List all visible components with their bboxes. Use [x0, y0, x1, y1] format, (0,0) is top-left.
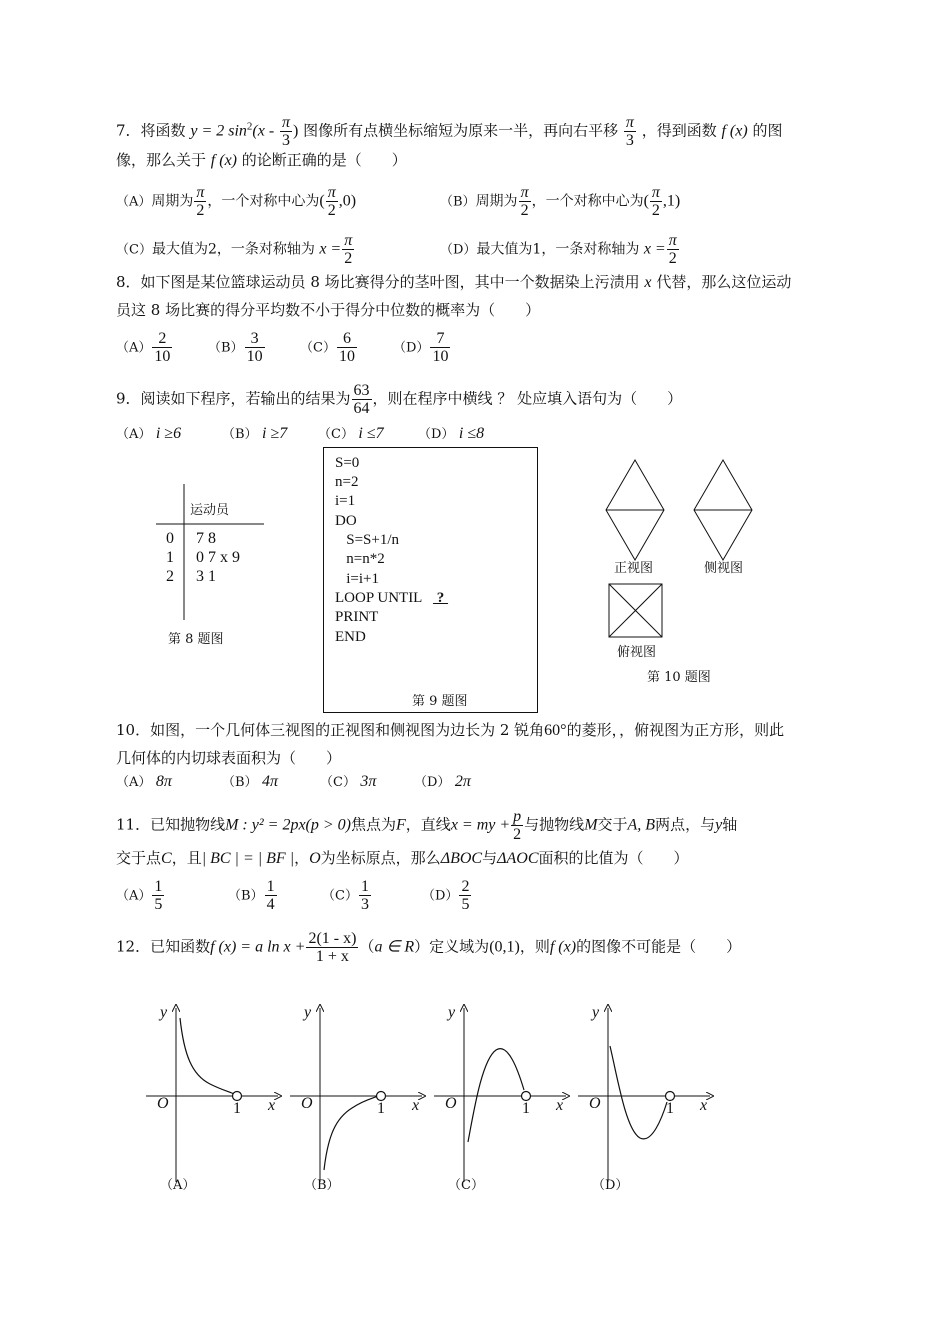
program-line-9: PRINT	[335, 609, 379, 625]
program-line-5: S=S+1/n	[335, 532, 400, 548]
program-line-8: LOOP UNTIL ?	[335, 590, 449, 606]
q9-option-a: （A） i ≥6	[116, 425, 182, 442]
program-blank: ?	[433, 590, 449, 606]
q7-option-c: （C）最大值为2，一条对称轴为 x = $\frac{\pi}{2}$	[116, 232, 353, 267]
program-line-7: i=i+1	[335, 571, 380, 587]
q8-option-a: （A） $\frac{2}{10}$	[116, 330, 171, 365]
q7-option-d: （D）最大值为1，一条对称轴为 x = $\frac{\pi}{2}$	[440, 232, 677, 267]
graph-d-one: 1	[666, 1100, 674, 1117]
q7-option-b: （B）周期为 $\frac{\pi}{2}$ ，一个对称中心为( $\frac{\pi}{2}$ ,1)	[440, 184, 681, 219]
graph-c-y-label: y	[448, 1004, 456, 1021]
figure-10-caption: 第 10 题图	[647, 670, 711, 685]
front-view-label: 正视图	[614, 561, 654, 576]
leaf-1: 0 7 x 9	[196, 549, 240, 566]
q9-option-c: （C） i ≤7	[318, 425, 384, 442]
q10-line1: 10．如图，一个几何体三视图的正视图和侧视图为边长为 2 锐角60°的菱形，，俯视图为正方形，则此	[116, 721, 785, 739]
q9-line1: 9．阅读如下程序，若输出的结果为 $\frac{63}{64}$ ，则在程序中横线 ？ 处应填入语句为（ ）	[116, 382, 683, 417]
q7-option-a: （A）周期为 $\frac{\pi}{2}$ ，一个对称中心为( $\frac{\pi}{2}$ ,0)	[116, 184, 357, 219]
q11-line1: 11．已知抛物线M : y² = 2px(p > 0)焦点为F，直线x = my + $\frac{p}{2}$ 与抛物线M交于A, B两点，与y轴	[116, 808, 738, 843]
graph-c-x-label: x	[556, 1097, 564, 1114]
program-line-2: n=2	[335, 474, 359, 490]
leaf-2: 3 1	[196, 568, 216, 585]
front-view-rhombus	[606, 460, 664, 560]
top-view-label: 俯视图	[617, 645, 657, 660]
top-view-square	[609, 584, 662, 637]
graph-c-origin: O	[445, 1095, 457, 1112]
program-line-3: i=1	[335, 493, 356, 509]
graph-c-caption: （C）	[448, 1178, 484, 1193]
graph-c-one: 1	[522, 1100, 530, 1117]
q7-line1: 7．将函数 y = 2 $\sin^2(x$ - $\frac{\pi}{3}$ ) 图像所有点横坐标缩短为原来一半，再向右平移 $\frac{\pi}{3}$ ，得到函数 f (x) 的图	[116, 114, 783, 149]
side-view-label: 侧视图	[704, 561, 744, 576]
q8-option-d: （D） $\frac{7}{10}$	[393, 330, 449, 365]
q10-option-a: （A） 8π	[116, 773, 172, 790]
q9-output-fraction: $\frac{63}{64}$	[353, 382, 370, 417]
graph-b-one: 1	[377, 1100, 385, 1117]
graph-d-x-label: x	[700, 1097, 708, 1114]
stem-1: 1	[166, 549, 174, 566]
q11-option-c: （C） $\frac{1}{3}$	[322, 878, 369, 913]
graph-a-y-label: y	[160, 1004, 168, 1021]
q11-option-d: （D） $\frac{2}{5}$	[422, 878, 470, 913]
figure-9-caption: 第 9 题图	[412, 694, 468, 709]
figure-8-caption: 第 8 题图	[168, 632, 224, 647]
q9-option-b: （B） i ≥7	[222, 425, 288, 442]
program-line-10: END	[335, 629, 366, 645]
stem-0: 0	[166, 530, 174, 547]
graph-d-y-label: y	[592, 1004, 600, 1021]
q7-pi-over-3: $\frac{\pi}{3}$	[281, 114, 290, 149]
program-line-1: S=0	[335, 455, 360, 471]
q12-line1: 12．已知函数f (x) = a ln x + $\frac{2(1 - x)}{1 + x}$ （a ∈ R）定义域为(0,1)，则f (x)的图像不可能是（ ）	[116, 930, 742, 965]
graphs-figure	[140, 1000, 740, 1200]
q10-line2: 几何体的内切球表面积为（ ）	[116, 749, 342, 767]
graph-b-origin: O	[301, 1095, 313, 1112]
graph-b-x-label: x	[412, 1097, 420, 1114]
q7-shift-fraction: $\frac{\pi}{3}$	[625, 114, 634, 149]
q11-line2: 交于点C，且| BC | = | BF |，O为坐标原点，那么ΔBOC与ΔAOC面积的比值为（ ）	[116, 849, 689, 867]
q8-line1: 8．如下图是某位篮球运动员 8 场比赛得分的茎叶图，其中一个数据染上污渍用 x 代替，那么这位运动	[116, 273, 792, 291]
q8-option-b: （B） $\frac{3}{10}$	[208, 330, 263, 365]
graph-a-x-label: x	[268, 1097, 276, 1114]
q9-option-d: （D） i ≤8	[418, 425, 485, 442]
program-line-4: DO	[335, 513, 357, 529]
q8-line2: 员这 8 场比赛的得分平均数不小于得分中位数的概率为（ ）	[116, 301, 541, 319]
graph-b-caption: （B）	[304, 1178, 340, 1193]
q11-option-b: （B） $\frac{1}{4}$	[228, 878, 275, 913]
q10-option-d: （D） 2π	[414, 773, 471, 790]
graph-b-y-label: y	[304, 1004, 312, 1021]
graph-a-one: 1	[233, 1100, 241, 1117]
leaf-0: 7 8	[196, 530, 216, 547]
program-line-6: n=n*2	[335, 551, 385, 567]
graph-a-origin: O	[157, 1095, 169, 1112]
q11-option-a: （A） $\frac{1}{5}$	[116, 878, 163, 913]
graph-d-origin: O	[589, 1095, 601, 1112]
q10-option-b: （B） 4π	[222, 773, 279, 790]
q7-line2: 像，那么关于 f (x) 的论断正确的是（ ）	[116, 151, 407, 169]
side-view-rhombus	[694, 460, 752, 560]
q8-option-c: （C） $\frac{6}{10}$	[300, 330, 355, 365]
q10-option-c: （C） 3π	[320, 773, 377, 790]
stem-2: 2	[166, 568, 174, 585]
graph-a-caption: （A）	[160, 1178, 196, 1193]
stem-leaf-header: 运动员	[190, 503, 230, 518]
graph-d-caption: （D）	[592, 1178, 629, 1193]
